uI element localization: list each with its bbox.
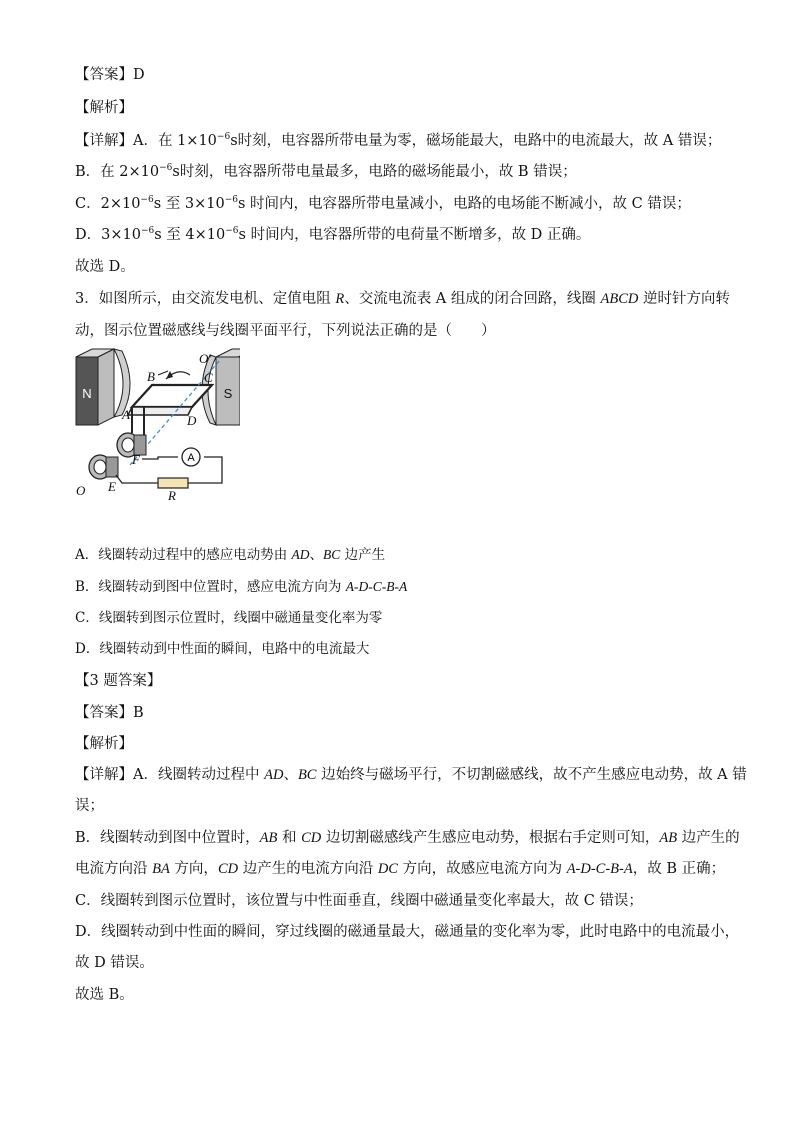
label-f: F bbox=[132, 452, 140, 467]
detail-q3-line2: B．线圈转动到图中位置时，AB 和 CD 边切割磁感线产生感应电动势，根据右手定则可知，AB 边产生的 bbox=[75, 830, 740, 846]
q3-stem-line1: 3．如图所示，由交流发电机、定值电阻 R、交流电流表 A 组成的闭合回路，线圈 ABCD 逆时针方向转 bbox=[75, 291, 730, 307]
label-d: D bbox=[187, 413, 197, 428]
label-s: S bbox=[223, 386, 233, 401]
label-e: E bbox=[108, 479, 116, 494]
q3-answer-heading: 【3 题答案】 bbox=[75, 673, 162, 689]
option-c: C．线圈转到图示位置时，线圈中磁通量变化率为零 bbox=[75, 610, 383, 626]
detail-line-c: C．$2\times 10^{-6}s$ 至 $3\times 10^{-6}s$ 时间内，电容器所带电量减小，电路的电场能不断减小，故 C 错误； bbox=[75, 195, 691, 212]
label-oprime: O′ bbox=[199, 351, 212, 366]
answer-line-q3: 【答案】B bbox=[75, 705, 144, 721]
detail-q3-line4: C．线圈转到图示位置时，该位置与中性面垂直，线圈中磁通量变化率最大，故 C 错误； bbox=[75, 893, 643, 909]
analysis-heading-q3: 【解析】 bbox=[75, 736, 133, 752]
label-n: N bbox=[82, 386, 92, 401]
detail-q3-line5b: 故 D 错误。 bbox=[75, 955, 154, 971]
label-b: B bbox=[147, 369, 155, 384]
q3-stem-line2: 动，图示位置磁感线与线圈平面平行，下列说法正确的是（ ） bbox=[75, 323, 496, 339]
detail-q3-line3: 电流方向沿 BA 方向，CD 边产生的电流方向沿 DC 方向，故感应电流方向为 A-D-C-B-A，故 B 正确； bbox=[75, 861, 726, 877]
label-c: C bbox=[204, 370, 213, 385]
generator-diagram bbox=[70, 345, 240, 500]
resistor bbox=[158, 478, 188, 488]
analysis-heading: 【解析】 bbox=[75, 100, 133, 116]
option-b: B．线圈转动到图中位置时，感应电流方向为 A-D-C-B-A bbox=[75, 579, 408, 595]
label-o: O bbox=[76, 483, 86, 498]
detail-q3-line1b: 误； bbox=[75, 798, 104, 814]
detail-q3-line5: D．线圈转动到中性面的瞬间，穿过线圈的磁通量最大，磁通量的变化率为零，此时电路中的电流最小， bbox=[75, 924, 740, 940]
answer-heading: 【答案】 bbox=[75, 67, 133, 83]
label-r: R bbox=[168, 488, 176, 500]
conclusion-prev: 故选 D。 bbox=[75, 259, 135, 275]
detail-line-d: D．$3\times 10^{-6}s$ 至 $4\times 10^{-6}s$ 时间内，电容器所带的电荷量不断增多，故 D 正确。 bbox=[75, 226, 591, 243]
answer-line bbox=[75, 65, 734, 85]
label-meter: A bbox=[187, 452, 195, 464]
detail-heading: 【详解】 bbox=[75, 133, 133, 149]
option-d: D．线圈转动到中性面的瞬间，电路中的电流最大 bbox=[75, 641, 370, 657]
answer-value-q3: B bbox=[133, 705, 144, 721]
option-a: A．线圈转动过程中的感应电动势由 AD、BC 边产生 bbox=[75, 547, 386, 563]
conclusion-q3: 故选 B。 bbox=[75, 987, 134, 1003]
detail-q3-line1: 【详解】A．线圈转动过程中 AD、BC 边始终与磁场平行，不切割磁感线，故不产生感应电动势，故 A 错 bbox=[75, 767, 747, 783]
detail-line-b: B．在 $2\times 10^{-6}s$时刻，电容器所带电量最多，电路的磁场能最小，故 B 错误； bbox=[75, 163, 577, 180]
detail-line-a: 【详解】A．在 $1\times 10^{-6}s$时刻，电容器所带电量为零，磁场能最大，电路中的电流最大，故 A 错误； bbox=[75, 132, 722, 149]
label-a: A bbox=[122, 407, 130, 422]
answer-value: D bbox=[133, 67, 145, 83]
